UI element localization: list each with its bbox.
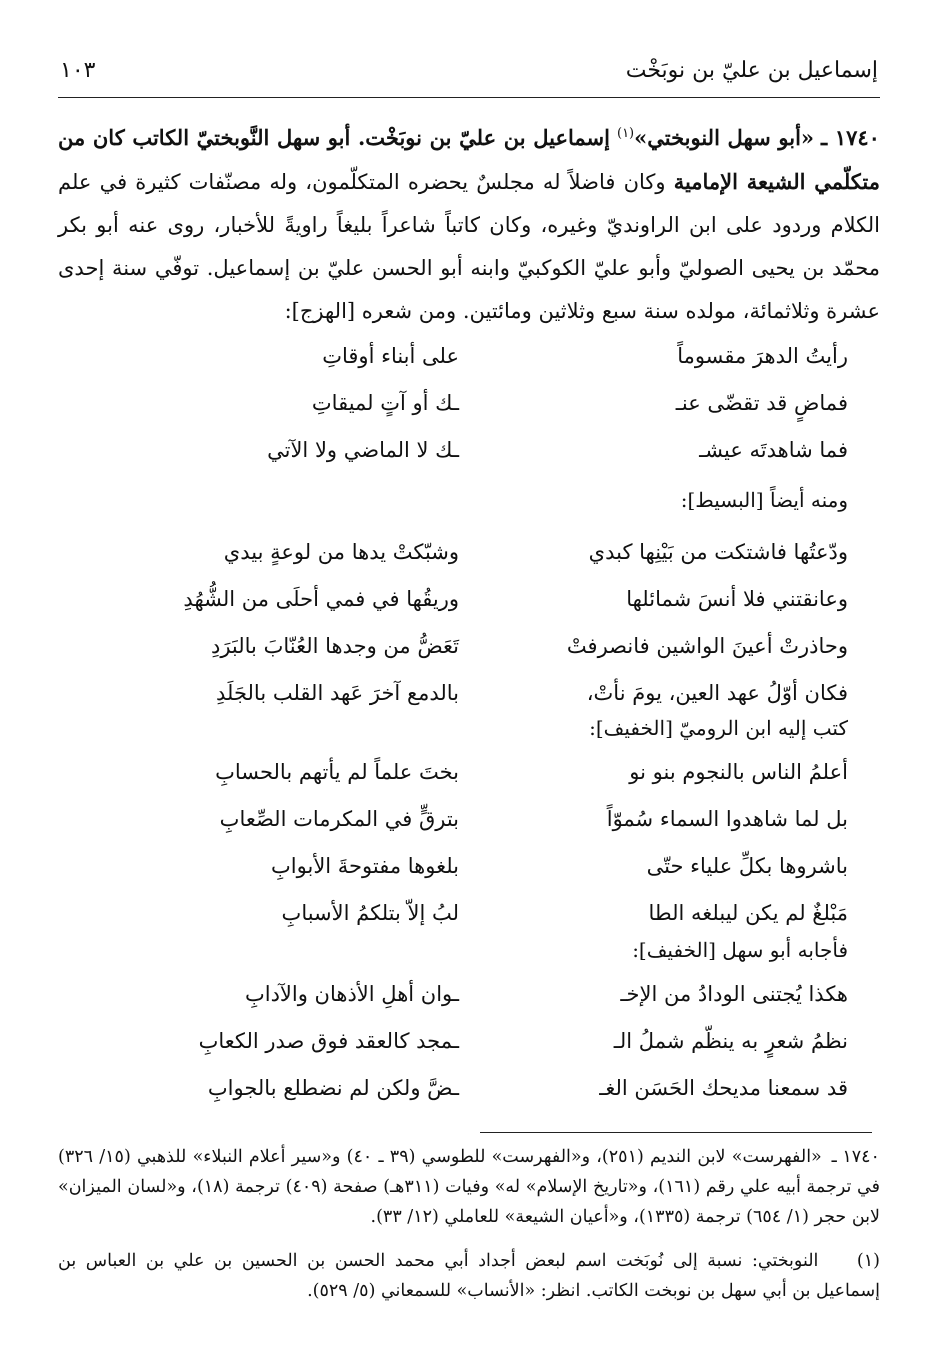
first-hemistich: فما شاهدتَه عيشـ (699, 437, 848, 462)
biography-entry (58, 112, 880, 333)
poem-intro: كتب إليه ابن الروميّ [الخفيف]: (589, 716, 848, 740)
second-hemistich: ـمجد كالعقد فوق صدر الكعابِ (198, 1028, 460, 1053)
verse-line (100, 379, 848, 426)
page-header (60, 48, 878, 92)
footnote-ref: (١) (616, 126, 635, 141)
footnote-rule (480, 1132, 872, 1133)
footnote-nisba (58, 1246, 880, 1306)
second-hemistich: وشبّكتْ يدها من لوعةٍ بيدي (223, 539, 460, 564)
page-number: ١٠٣ (60, 57, 96, 83)
second-hemistich: بالدمع آخرَ عَهد القلب بالجَلَدِ (216, 680, 460, 705)
entry-name: إسماعيل بن عليّ بن نوبَخْت. أبو سهل النَّوبختيّ الكاتب كان من متكلّمي الشيعة الإمامية (58, 125, 880, 194)
footnote-number: ١٧٤٠ ـ (831, 1147, 880, 1167)
first-hemistich: أعلمُ الناس بالنجوم بنو نو (629, 759, 848, 784)
verse-line (100, 748, 848, 795)
poem-intro: فأجابه أبو سهل [الخفيف]: (632, 938, 848, 962)
footnote-text: النوبختي: نسبة إلى نُوبَخت اسم لبعض أجداد أبي محمد الحسن بن الحسين بن علي بن العباس بن إسماعيل بن أبي سهل بن نوبخت الكاتب. انظر: «الأنساب» للسمعاني (٥/ ٥٢٩). (58, 1251, 880, 1301)
verse-line (100, 889, 848, 936)
second-hemistich: ـضَّ ولكن لم نضطلع بالجوابِ (207, 1075, 460, 1100)
second-hemistich: بلغوها مفتوحةَ الأبوابِ (271, 853, 460, 878)
first-hemistich: وعانقتني فلا أنسَ شمائلها (626, 586, 848, 611)
first-hemistich: باشروها بكلِّ علياء حتّى (646, 853, 848, 878)
verse-line (100, 332, 848, 379)
verse-line (100, 622, 848, 669)
second-hemistich: وريقُها في فمي أحلَى من الشُّهُدِ (183, 586, 460, 611)
second-hemistich: بختَ علماً لم يأتهم بالحسابِ (215, 759, 460, 784)
footnotes (58, 1142, 880, 1320)
verse-line (100, 970, 848, 1017)
poem-intro: ومنه أيضاً [البسيط]: (680, 488, 848, 512)
entry-body: وكان فاضلاً له مجلسٌ يحضره المتكلّمون، وله مصنّفات كثيرة في علم الكلام وردود على ابن الراونديّ وغيره، وكان كاتباً شاعراً بليغاً راويةً للأخبار، روى عنه أبو بكر محمّد بن يحيى الصوليّ وأبو عليّ الكوكبيّ وابنه أبو الحسن عليّ بن إسماعيل. توفّي سنة إحدى عشرة وثلاثمائة، مولده سنة سبع وثلاثين ومائتين. ومن شعره [الهزج]: (58, 170, 880, 323)
first-hemistich: ودّعتُها فاشتكت من بَيْنِها كبدي (588, 539, 848, 564)
verse-line (100, 1064, 848, 1111)
header-rule (58, 97, 880, 98)
first-hemistich: فكان أوّلُ عهد العين، يومَ نأتْ، (586, 680, 848, 705)
first-hemistich: قد سمعنا مديحك الحَسَن الغـ (599, 1075, 848, 1100)
verse-line (100, 1017, 848, 1064)
first-hemistich: هكذا يُجتنى الودادُ من الإخـ (620, 981, 848, 1006)
second-hemistich: على أبناء أوقاتِ (322, 343, 460, 368)
first-hemistich: نظمُ شعرٍ به ينظّم شملُ الـ (613, 1028, 848, 1053)
second-hemistich: بترقٍّ في المكرمات الصِّعابِ (219, 806, 460, 831)
poem-ibn-rumi (100, 748, 848, 936)
footnote-text: «الفهرست» لابن النديم (٢٥١)، و«الفهرست» للطوسي (٣٩ ـ ٤٠) و«سير أعلام النبلاء» للذهبي (١٥/ ٣٢٦) في ترجمة أبيه علي رقم (١٦١)، و«تاريخ الإسلام» له» وفيات (٣١١هـ) صفحة (٤٠٩) ترجمة (١٨)، و«لسان الميزان» لابن حجر (١/ ٦٥٤) ترجمة (١٣٣٥)، و«أعيان الشيعة» للعاملي (١٢/ ٣٣). (58, 1147, 880, 1227)
verse-line (100, 842, 848, 889)
second-hemistich: ـك لا الماضي ولا الآتي (267, 437, 460, 462)
second-hemistich: تَعَضُّ من وجدها العُنّابَ بالبَرَدِ (210, 633, 460, 658)
running-title: إسماعيل بن عليّ بن نوبَخْت (625, 57, 878, 83)
first-hemistich: فماضٍ قد تقضّى عنـ (675, 390, 848, 415)
footnote-number: (١) (856, 1251, 880, 1271)
first-hemistich: بل لما شاهدوا السماء سُموّاً (606, 806, 848, 831)
verse-line (100, 795, 848, 842)
verse-line (100, 528, 848, 575)
second-hemistich: ـك أو آتٍ لميقاتِ (311, 390, 460, 415)
first-hemistich: وحاذرتْ أعينَ الواشين فانصرفتْ (566, 633, 848, 658)
entry-number: ١٧٤٠ ـ (821, 125, 880, 150)
entry-heading: «أبو سهل النوبختي» (634, 125, 815, 150)
first-hemistich: رأيتُ الدهرَ مقسوماً (677, 343, 848, 368)
poem-basit (100, 528, 848, 716)
poem-reply (100, 970, 848, 1111)
poem-hazaj (100, 332, 848, 473)
first-hemistich: مَبْلغٌ لم يكن ليبلغه الطا (648, 900, 848, 925)
second-hemistich: لبُ إلاّ بتلكمُ الأسبابِ (281, 900, 460, 925)
verse-line (100, 669, 848, 716)
verse-line (100, 426, 848, 473)
verse-line (100, 575, 848, 622)
footnote-sources (58, 1142, 880, 1232)
second-hemistich: ـوان أهلِ الأذهان والآدابِ (244, 981, 460, 1006)
